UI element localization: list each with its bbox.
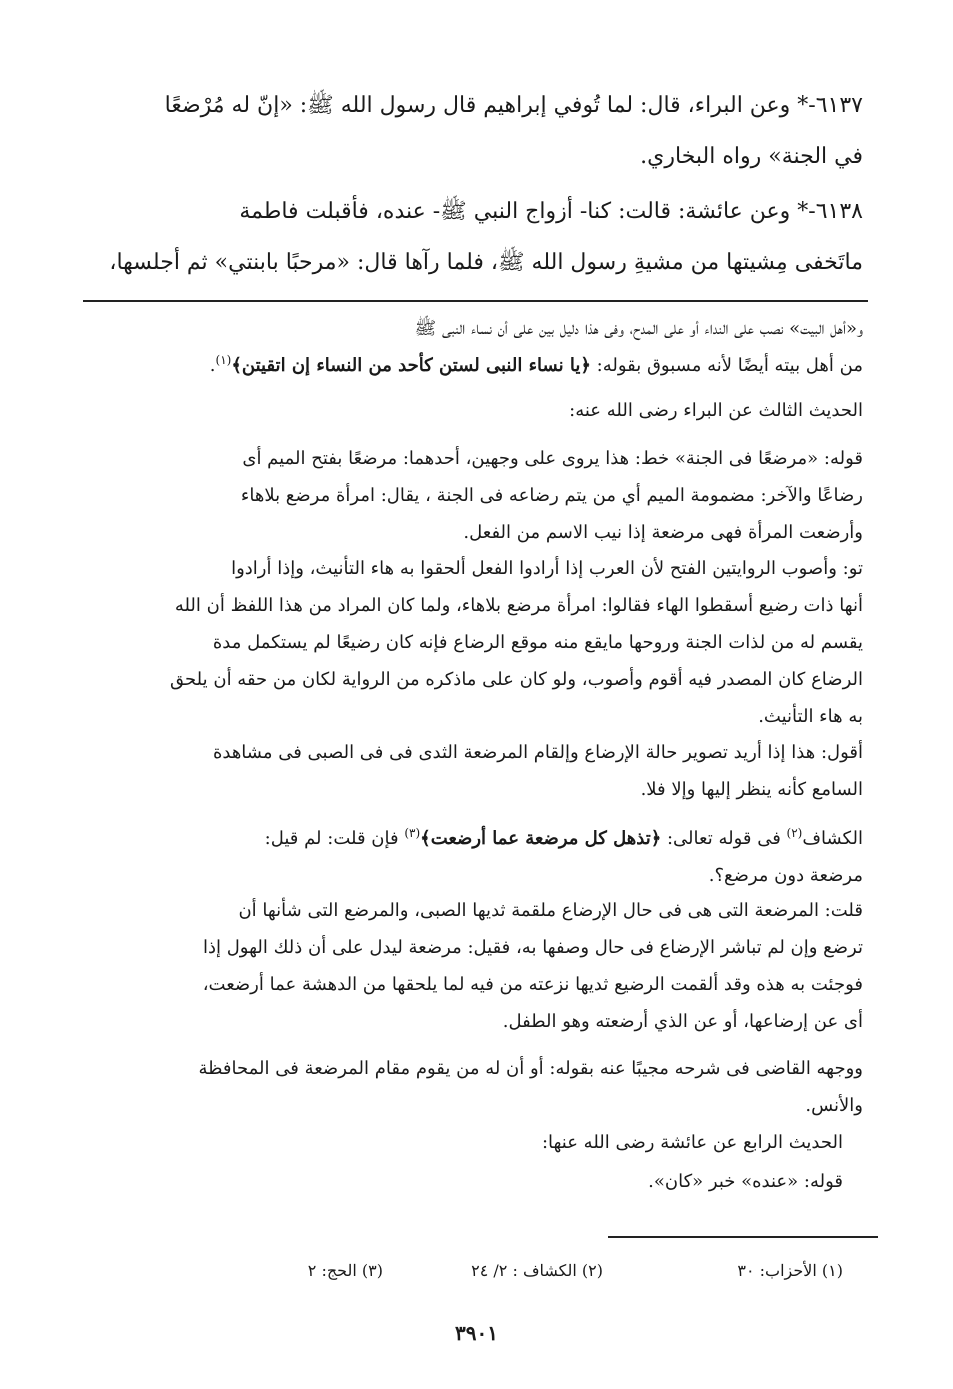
text-line: فوجئت به هذه وقد ألقمت الرضيع ثديها نزعته من فيه لما يلحقها من الدهشة عما أرضعت، xyxy=(202,974,863,995)
text-line: رضاعًا والآخر: مضمومة الميم أي من يتم رضاعه فى الجنة ، يقال: امرأة مرضع بلاهاء xyxy=(240,485,863,506)
section-heading xyxy=(88,1124,843,1161)
footnote-1: (١) الأحزاب: ٣٠ xyxy=(737,1261,843,1280)
footnote-ref: (٣) xyxy=(404,826,421,840)
page-number: ٣٩٠١ xyxy=(455,1321,498,1345)
commentary-tu xyxy=(88,550,863,735)
text-line: ٦١٣٧-* وعن البراء، قال: لما تُوفي إبراهيم قال رسول الله ﷺ: «إنّ له مُرْضعًا xyxy=(164,93,863,118)
footnote-ref: (٢) xyxy=(786,826,803,840)
text-line: أنها ذات رضيع أسقطوا الهاء فقالوا: امرأة مرضع بلاهاء، ولما كان المراد من هذا اللفظ أن الله xyxy=(174,595,863,616)
text-line: يقسم له من لذات الجنة وروحها مايقع منه موقع الرضاع فإنه كان رضيعًا لم يستكمل مدة xyxy=(212,632,863,653)
text-line: من أهل بيته أيضًا لأنه مسبوق بقوله: xyxy=(590,355,863,376)
commentary-murdi xyxy=(88,440,863,551)
section-heading xyxy=(88,392,863,429)
text-line: به هاء التأنيث. xyxy=(758,706,863,727)
footnote-divider xyxy=(608,1236,878,1238)
text-line: الحديث الرابع عن عائشة رضى الله عنها: xyxy=(541,1132,843,1153)
text-line: تو: وأصوب الروايتين الفتح لأن العرب إذا أرادوا الفعل ألحقوا به هاء التأنيث، وإذا أرادوا xyxy=(231,558,863,579)
text-line: الحديث الثالث عن البراء رضى الله عنه: xyxy=(569,400,863,421)
quran-quote: ﴿تذهل كل مرضعة عما أرضعت﴾ xyxy=(420,828,662,849)
commentary-qultu xyxy=(88,892,863,1040)
text-line: وأرضعت المرأة فهى مرضعة إذا نيب الاسم من الفعل. xyxy=(463,522,863,543)
text-line: الكشاف xyxy=(802,828,863,849)
text-line: فإن قلت: لم قيل: xyxy=(264,828,405,849)
text-line: ٦١٣٨-* وعن عائشة: قالت: كنا- أزواج النبي ﷺ- عنده، فأقبلت فاطمة xyxy=(239,199,863,224)
commentary-ahl-al-bayt xyxy=(88,310,863,384)
text-line: ترضع وإن لم تباشر الإرضاع فى حال وصفها به، فقيل: مرضعة ليدل على أن ذلك الهول إذا xyxy=(202,937,863,958)
commentary-aqul xyxy=(88,734,863,808)
text-line: مرضعة دون مرضع؟. xyxy=(708,865,863,886)
text-line: و«أهل البيت» نصب على النداء أو على المدح، وفى هذا دليل بين على أن نساء النبى ﷺ xyxy=(414,318,863,339)
commentary-qadi xyxy=(88,1050,863,1124)
text-line: في الجنة» رواه البخاري. xyxy=(640,144,863,169)
quran-quote: ﴿يا نساء النبى لستن كأحد من النساء إن اتقيتن﴾ xyxy=(231,355,591,376)
commentary-indahu xyxy=(88,1163,843,1200)
main-divider xyxy=(83,300,868,302)
footnote-ref: (١) xyxy=(215,353,232,367)
text-line: قوله: «عنده» خبر «كان». xyxy=(648,1171,843,1192)
text-line: الرضاع كان المصدر فيه أقوم وأصوب، ولو كان على ماذكره من الرواية لكان من حقه أن يلحق xyxy=(170,669,863,690)
text-line: فى قوله تعالى: xyxy=(661,828,787,849)
text-line: ماتَخفى مِشيتها من مشيةِ رسول الله ﷺ، فلما رآها قال: «مرحبًا بابنتي» ثم أجلسها، xyxy=(109,250,863,275)
footnote-2: (٢) الكشاف : ٢/ ٢٤ xyxy=(471,1261,603,1280)
commentary-kashshaf xyxy=(88,820,863,894)
footnote-3: (٣) الحج: ٢ xyxy=(307,1261,383,1280)
text-line: قلت: المرضعة التى هى فى حال الإرضاع ملقمة ثديها الصبى، والمرضع التى شأنها أن xyxy=(238,900,863,921)
text-line: أى عن إرضاعها، أو عن الذي أرضعته وهو الطفل. xyxy=(502,1011,863,1032)
footnotes xyxy=(93,1256,853,1286)
hadith-6137 xyxy=(88,80,863,182)
text-line: . xyxy=(209,355,216,376)
text-line: قوله: «مرضعًا فى الجنة» خط: هذا يروى على وجهين، أحدهما: مرضعًا بفتح الميم أى xyxy=(242,448,863,469)
text-line: أقول: هذا إذا أريد تصوير حالة الإرضاع وإلقام المرضعة الثدى فى فى الصبى فى مشاهدة xyxy=(212,742,863,763)
text-line: السامع كأنه ينظر إليها وإلا فلا. xyxy=(640,779,863,800)
text-line: ووجهه القاضى فى شرحه مجيبًا عنه بقوله: أو أن له من يقوم مقام المرضعة فى المحافظة xyxy=(198,1058,863,1079)
hadith-6138 xyxy=(88,186,863,288)
text-line: والأنس. xyxy=(805,1095,863,1116)
